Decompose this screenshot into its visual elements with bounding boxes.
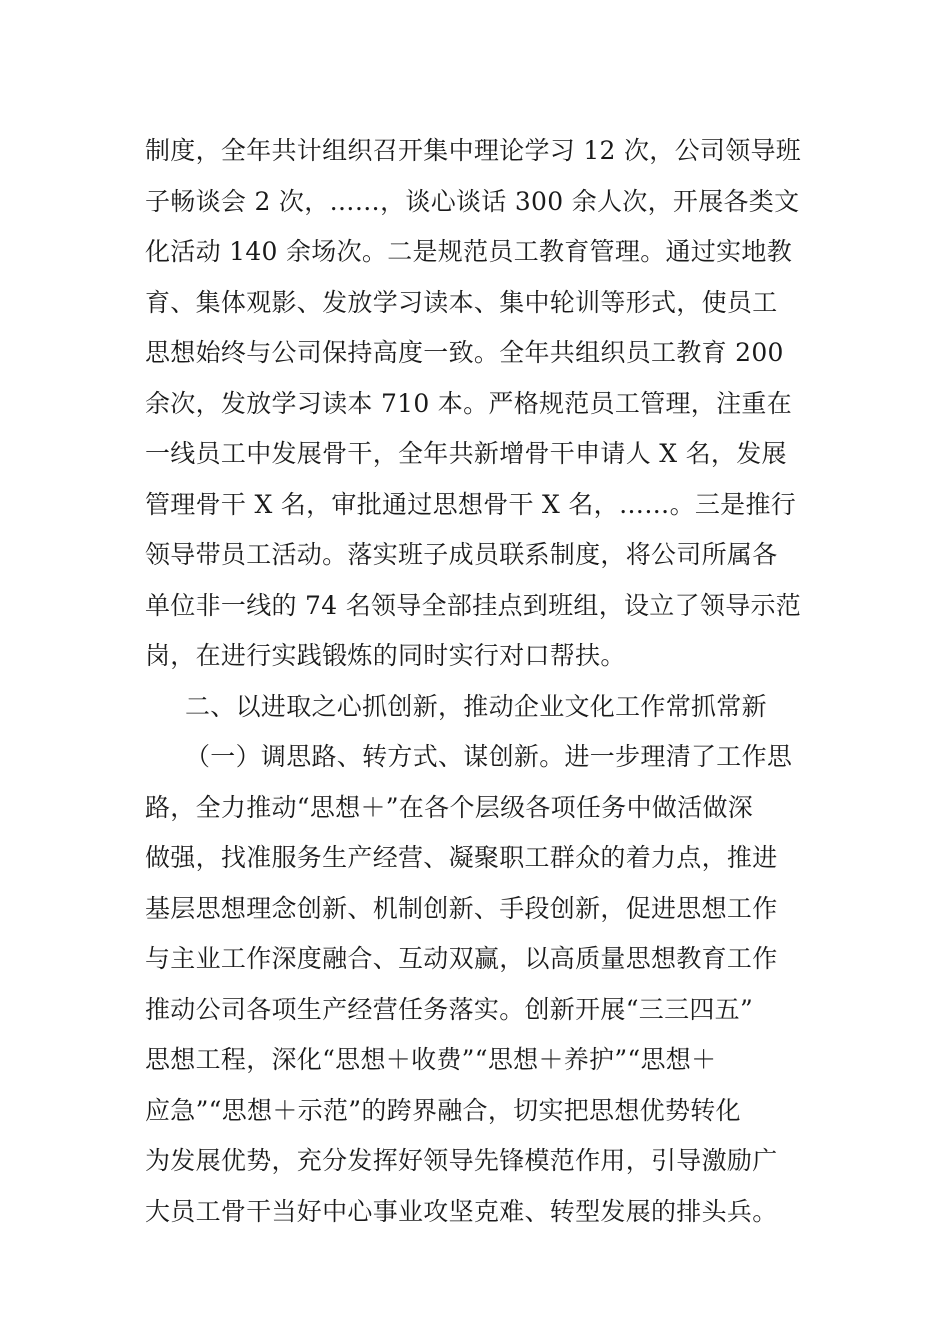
text-line: 管理骨干 X 名，审批通过思想骨干 X 名，……。三是推行 (145, 489, 797, 519)
text-line: 余次，发放学习读本 710 本。严格规范员工管理，注重在 (145, 388, 793, 418)
text-line: 制度，全年共计组织召开集中理论学习 12 次，公司领导班 (145, 136, 802, 165)
section-heading: 二、以进取之心抓创新，推动企业文化工作常抓常新 (185, 691, 767, 721)
text-line: 为发展优势，充分发挥好领导先锋模范作用，引导激励广 (145, 1146, 778, 1175)
subsection-heading-line: （一）调思路、转方式、谋创新。进一步理清了工作思 (185, 742, 793, 771)
text-line: 领导带员工活动。落实班子成员联系制度，将公司所属各 (145, 540, 778, 569)
text-line: 育、集体观影、发放学习读本、集中轮训等形式，使员工 (145, 287, 778, 317)
text-line: 应急”“思想＋示范”的跨界融合，切实把思想优势转化 (145, 1095, 741, 1125)
text-line: 思想工程，深化“思想＋收费”“思想＋养护”“思想＋ (145, 1045, 717, 1074)
text-line: 基层思想理念创新、机制创新、手段创新，促进思想工作 (145, 893, 778, 923)
text-line: 思想始终与公司保持高度一致。全年共组织员工教育 200 (145, 338, 784, 367)
text-line: 大员工骨干当好中心事业攻坚克难、转型发展的排头兵。 (145, 1196, 778, 1226)
text-line: 与主业工作深度融合、互动双赢，以高质量思想教育工作 (145, 944, 778, 973)
text-line: 化活动 140 余场次。二是规范员工教育管理。通过实地教 (145, 237, 793, 266)
text-line: 子畅谈会 2 次，……，谈心谈话 300 余人次，开展各类文 (145, 186, 800, 216)
text-line: 做强，找准服务生产经营、凝聚职工群众的着力点，推进 (145, 843, 778, 872)
text-line: 单位非一线的 74 名领导全部挂点到班组，设立了领导示范 (145, 590, 802, 620)
body-text (145, 126, 810, 1237)
text-line: 一线员工中发展骨干，全年共新增骨干申请人 X 名，发展 (145, 439, 787, 468)
text-line: 路，全力推动“思想＋”在各个层级各项任务中做活做深 (145, 792, 754, 822)
text-line: 推动公司各项生产经营任务落实。创新开展“三三四五” (145, 994, 754, 1024)
text-line: 岗，在进行实践锻炼的同时实行对口帮扶。 (145, 641, 626, 670)
